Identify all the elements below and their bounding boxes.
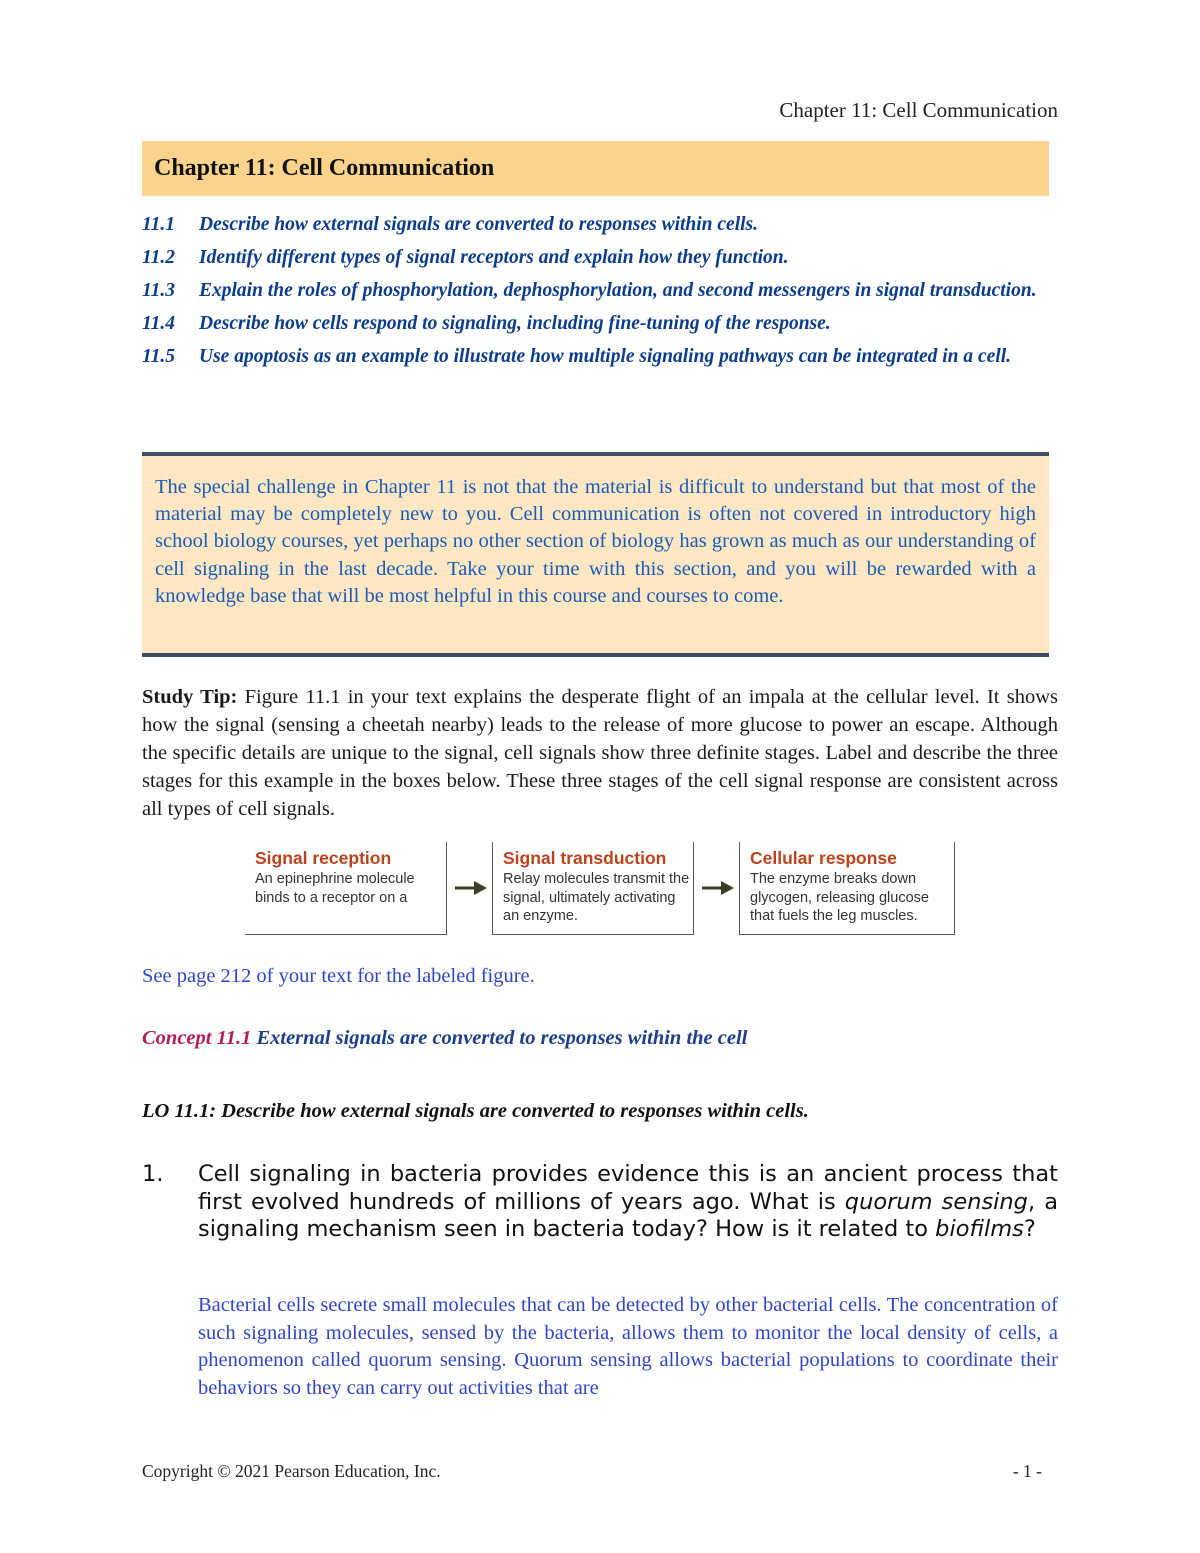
stage-box-reception [245, 842, 447, 935]
study-tip [142, 683, 1058, 823]
stage-description: An epinephrine molecule binds to a receptor on a [255, 871, 415, 906]
intro-box [142, 452, 1049, 657]
objective-number: 11.3 [142, 280, 176, 301]
concept-label: Concept 11.1 [142, 1027, 252, 1049]
arrow-right-icon [454, 877, 488, 899]
see-page-note: See page 212 of your text for the labeled figure. [142, 965, 535, 987]
lo-heading: LO 11.1: Describe how external signals are converted to responses within cells. [142, 1100, 809, 1122]
question-text [198, 1161, 1058, 1244]
question-text-part: ? [1023, 1216, 1036, 1242]
running-head: Chapter 11: Cell Communication [779, 98, 1058, 122]
term-quorum-sensing: quorum sensing [844, 1188, 1028, 1215]
concept-heading [142, 1027, 747, 1050]
question-number: 1. [142, 1161, 164, 1187]
learning-objectives [142, 211, 1062, 376]
answer-text: Bacterial cells secrete small molecules that can be detected by other bacterial cells. The concentration of such signaling molecules, sensed by the bacteria, allows them to monitor the local density of cells, a phenomenon called quorum sensing. Quorum sensing allows bacterial populations to coordinate their behaviors so they can carry out activities that are [198, 1294, 1058, 1399]
concept-text: External signals are converted to responses within the cell [251, 1027, 748, 1049]
question-item [142, 1161, 1058, 1244]
stage-box-response [739, 842, 955, 935]
stage-title: Signal reception [255, 848, 392, 868]
stage-description: The enzyme breaks down glycogen, releasing glucose that fuels the leg muscles. [750, 871, 929, 924]
objective-item [142, 244, 1062, 272]
term-biofilms: biofilms [935, 1216, 1024, 1242]
arrow-right-icon [701, 877, 735, 899]
chapter-banner [142, 141, 1049, 196]
stage-title: Signal transduction [503, 848, 667, 868]
objective-item [142, 310, 1062, 338]
question-text-part: , a signaling mechanism seen in bacteria today? How is it related to [198, 1188, 1058, 1242]
objective-item [142, 211, 1062, 239]
objective-item [142, 343, 1062, 371]
objective-text: Describe how cells respond to signaling, including fine-tuning of the response. [199, 313, 831, 334]
objective-number: 11.5 [142, 346, 176, 367]
objective-text: Explain the roles of phosphorylation, dephosphorylation, and second messengers in signal transduction. [199, 280, 1037, 301]
objective-number: 11.4 [142, 313, 176, 334]
study-tip-text: Figure 11.1 in your text explains the desperate flight of an impala at the cellular level. It shows how the signal (sensing a cheetah nearby) leads to the release of more glucose to power an escape. Although the specific details are unique to the signal, cell signals show three definite stages. Label and describe the three stages for this example in the boxes below. These three stages of the cell signal response are consistent across all types of cell signals. [142, 686, 1058, 820]
question-text-part: Cell signaling in bacteria provides evidence this is an ancient process that first evolved hundreds of millions of years ago. What is [198, 1161, 1058, 1215]
chapter-title: Chapter 11: Cell Communication [154, 155, 495, 181]
footer-page-number: - 1 - [1012, 1461, 1042, 1481]
objective-item [142, 277, 1062, 305]
objective-number: 11.1 [142, 214, 176, 235]
stage-description: Relay molecules transmit the signal, ultimately activating an enzyme. [503, 871, 690, 924]
objective-text: Use apoptosis as an example to illustrate how multiple signaling pathways can be integrated in a cell. [199, 346, 1012, 367]
objective-number: 11.2 [142, 247, 176, 268]
stage-title: Cellular response [750, 848, 897, 868]
objective-text: Describe how external signals are converted to responses within cells. [199, 214, 759, 235]
intro-text: The special challenge in Chapter 11 is not that the material is difficult to understand but that most of the material may be completely new to you. Cell communication is often not covered in introductory high school biology courses, yet perhaps no other section of biology has grown as much as our understanding of cell signaling in the last decade. Take your time with this section, and you will be rewarded with a knowledge base that will be most helpful in this course and courses to come. [155, 476, 1036, 607]
study-tip-label: Study Tip: [142, 686, 238, 708]
stage-box-transduction [492, 842, 694, 935]
footer-copyright: Copyright © 2021 Pearson Education, Inc. [142, 1461, 441, 1481]
objective-text: Identify different types of signal receptors and explain how they function. [199, 247, 789, 268]
